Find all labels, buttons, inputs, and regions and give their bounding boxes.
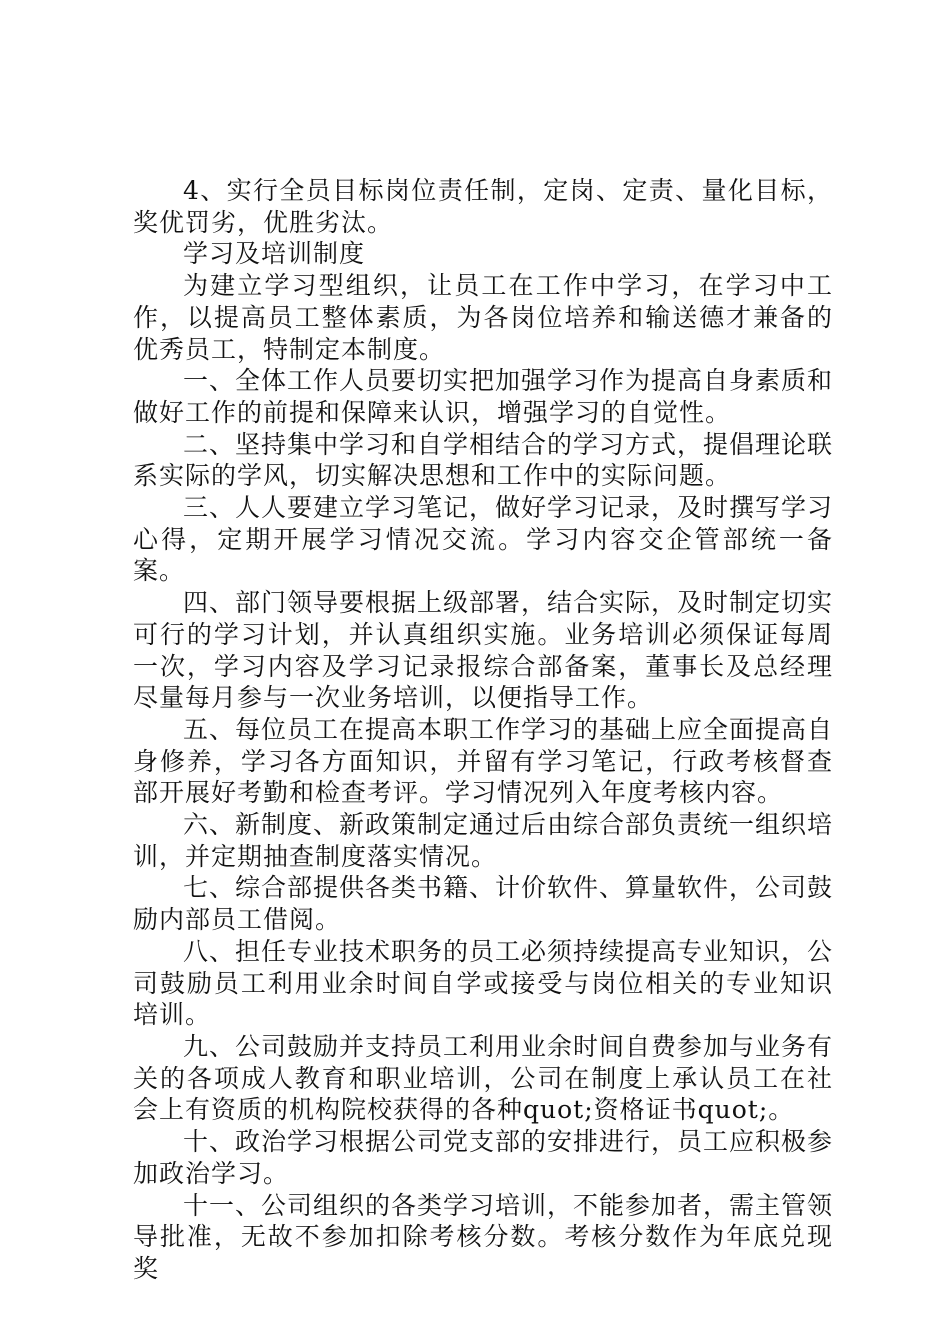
clause-2: 二、坚持集中学习和自学相结合的学习方式，提倡理论联系实际的学风，切实解决思想和工作中的实际问题。 (133, 429, 834, 491)
clause-7: 七、综合部提供各类书籍、计价软件、算量软件，公司鼓励内部员工借阅。 (133, 873, 834, 935)
clause-3: 三、人人要建立学习笔记，做好学习记录，及时撰写学习心得，定期开展学习情况交流。学习内容交企管部统一备案。 (133, 493, 834, 586)
clause-4: 四、部门领导要根据上级部署，结合实际，及时制定切实可行的学习计划，并认真组织实施。业务培训必须保证每周一次，学习内容及学习记录报综合部备案，董事长及总经理尽量每月参与一次业务培训，以便指导工作。 (133, 588, 834, 713)
section-heading: 学习及培训制度 (183, 239, 366, 269)
clause-6: 六、新制度、新政策制定通过后由综合部负责统一组织培训，并定期抽查制度落实情况。 (133, 810, 834, 871)
clause-10: 十、政治学习根据公司党支部的安排进行，员工应积极参加政治学习。 (133, 1127, 834, 1188)
clause-11: 十一、公司组织的各类学习培训，不能参加者，需主管领导批准，无故不参加扣除考核分数。考核分数作为年底兑现奖 (133, 1190, 834, 1283)
intro-paragraph: 为建立学习型组织，让员工在工作中学习，在学习中工作，以提高员工整体素质，为各岗位培养和输送德才兼备的优秀员工，特制定本制度。 (133, 271, 833, 364)
clause-9: 九、公司鼓励并支持员工利用业余时间自费参加与业务有关的各项成人教育和职业培训，公司在制度上承认员工在社会上有资质的机构院校获得的各种quot;资格证书quot;。 (133, 1031, 834, 1125)
paragraph-item-4: 4、实行全员目标岗位责任制，定岗、定责、量化目标，奖优罚劣，优胜劣汰。 (133, 176, 833, 237)
clause-1: 一、全体工作人员要切实把加强学习作为提高自身素质和做好工作的前提和保障来认识，增强学习的自觉性。 (133, 366, 834, 427)
clause-5: 五、每位员工在提高本职工作学习的基础上应全面提高自身修养，学习各方面知识，并留有学习笔记，行政考核督查部开展好考勤和检查考评。学习情况列入年度考核内容。 (133, 714, 834, 808)
document-body (133, 175, 833, 1285)
clause-8: 八、担任专业技术职务的员工必须持续提高专业知识，公司鼓励员工利用业余时间自学或接受与岗位相关的专业知识培训。 (133, 936, 834, 1030)
